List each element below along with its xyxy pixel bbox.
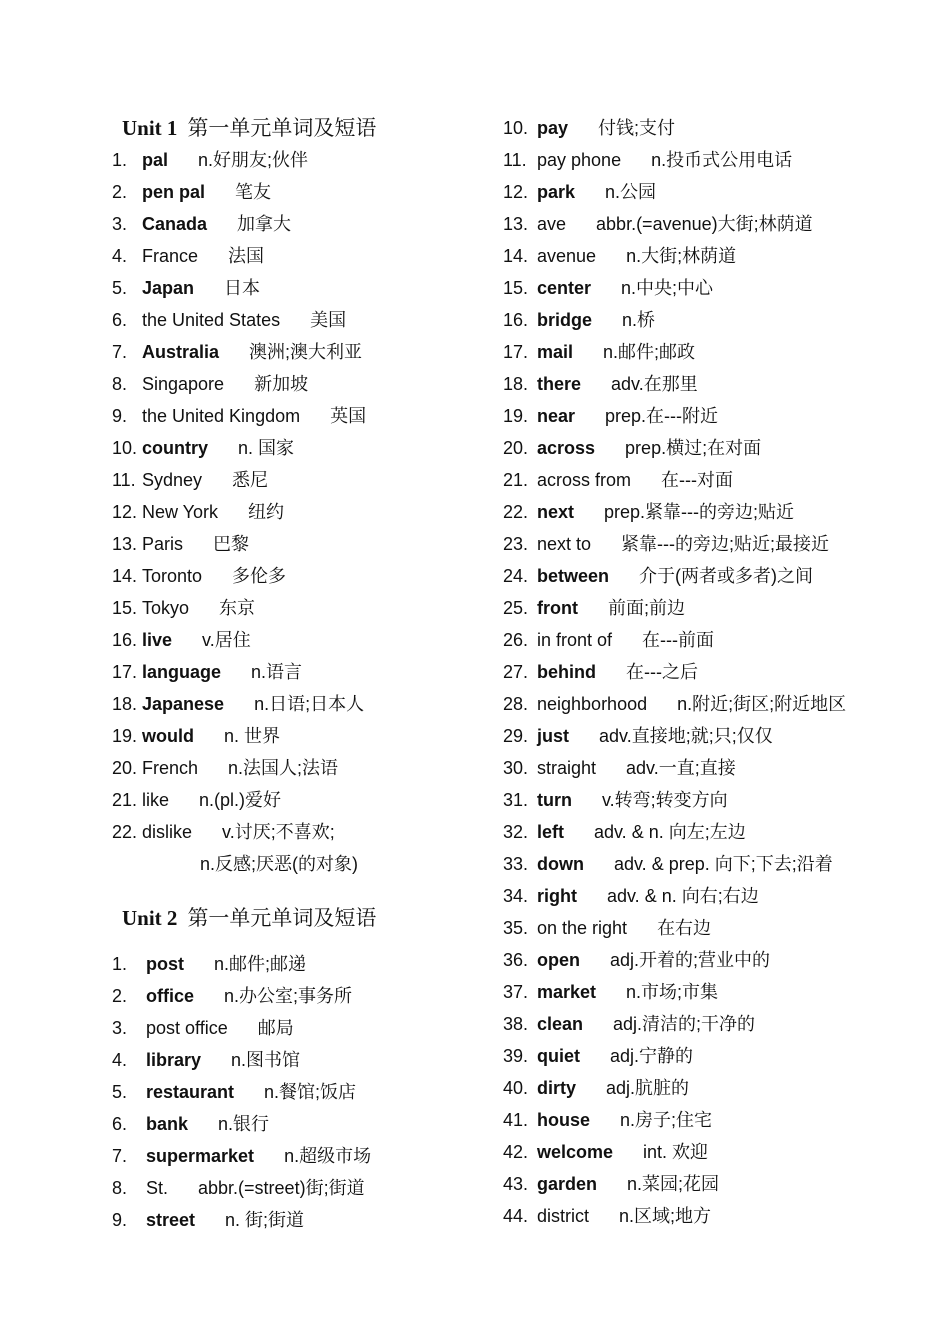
item-definition: n.大街;林荫道 <box>626 246 737 266</box>
item-definition: adj.宁静的 <box>610 1046 694 1066</box>
item-number: 39. <box>503 1046 529 1066</box>
item-word: down <box>537 854 584 874</box>
item-number: 20. <box>112 758 138 778</box>
item-word: in front of <box>537 630 613 650</box>
item-word: open <box>537 950 580 970</box>
item-definition: adj.清洁的;干净的 <box>613 1014 756 1034</box>
item-definition: 法国 <box>228 246 265 266</box>
item-word: French <box>142 758 199 778</box>
item-definition: n.中央;中心 <box>621 278 714 298</box>
vocab-item <box>112 784 492 816</box>
item-definition: n.好朋友;伙伴 <box>198 150 309 170</box>
item-word: market <box>537 982 597 1002</box>
vocab-item <box>503 752 923 784</box>
item-word: Tokyo <box>142 598 190 618</box>
vocab-item <box>503 560 923 592</box>
item-definition: abbr.(=street)街;街道 <box>198 1178 365 1198</box>
item-definition: 在---对面 <box>661 470 734 490</box>
item-definition: v.居住 <box>202 630 251 650</box>
vocab-item <box>112 432 492 464</box>
vocab-item <box>503 432 923 464</box>
vocab-item <box>503 816 923 848</box>
item-word: pay phone <box>537 150 622 170</box>
item-definition: n.区域;地方 <box>619 1206 712 1226</box>
item-definition: 介于(两者或多者)之间 <box>639 566 814 586</box>
item-definition: 加拿大 <box>237 214 292 234</box>
item-word: mail <box>537 342 574 362</box>
item-definition: prep.紧靠---的旁边;贴近 <box>604 502 795 522</box>
vocab-item <box>112 720 492 752</box>
item-number: 7. <box>112 1146 128 1166</box>
item-definition: n.图书馆 <box>231 1050 301 1070</box>
item-definition: 悉尼 <box>232 470 269 490</box>
vocab-item <box>112 592 492 624</box>
item-word: pay <box>537 118 569 138</box>
vocab-item <box>503 720 923 752</box>
item-word: pen pal <box>142 182 206 202</box>
item-word: Australia <box>142 342 220 362</box>
item-number: 4. <box>112 246 128 266</box>
item-definition: n.超级市场 <box>284 1146 372 1166</box>
item-number: 24. <box>503 566 529 586</box>
item-word: restaurant <box>146 1082 235 1102</box>
item-word: supermarket <box>146 1146 255 1166</box>
item-definition: n.菜园;花园 <box>627 1174 720 1194</box>
item-definition: n.法国人;法语 <box>228 758 339 778</box>
item-definition: adv. & n. 向左;左边 <box>594 822 746 842</box>
item-number: 12. <box>503 182 529 202</box>
item-word: near <box>537 406 576 426</box>
vocab-item <box>112 688 492 720</box>
unit1-title: 第一单元单词及短语 <box>187 116 377 140</box>
item-word: across from <box>537 470 632 490</box>
item-definition: 付钱;支付 <box>598 118 676 138</box>
vocab-item <box>112 1172 492 1204</box>
vocab-item <box>503 368 923 400</box>
item-number: 32. <box>503 822 529 842</box>
item-number: 11. <box>112 470 136 490</box>
vocab-item <box>503 1200 923 1232</box>
vocab-item <box>112 240 492 272</box>
item-word: Paris <box>142 534 184 554</box>
item-definition: n.办公室;事务所 <box>224 986 353 1006</box>
vocab-item <box>503 656 923 688</box>
item-word: avenue <box>537 246 597 266</box>
item-number: 5. <box>112 278 128 298</box>
item-number: 3. <box>112 1018 128 1038</box>
vocab-item <box>503 400 923 432</box>
item-word: Japan <box>142 278 195 298</box>
item-number: 20. <box>503 438 529 458</box>
item-definition: 邮局 <box>257 1018 294 1038</box>
item-definition: n.邮件;邮政 <box>603 342 696 362</box>
item-definition: adv. & n. 向右;右边 <box>607 886 759 906</box>
item-definition: 英国 <box>330 406 367 426</box>
vocab-item <box>112 208 492 240</box>
item-word: live <box>142 630 173 650</box>
vocab-item <box>503 144 923 176</box>
item-word: ave <box>537 214 567 234</box>
item-word: like <box>142 790 170 810</box>
item-number: 17. <box>503 342 529 362</box>
item-definition: v.讨厌;不喜欢; <box>222 822 335 842</box>
item-definition: 美国 <box>310 310 347 330</box>
item-word: Toronto <box>142 566 203 586</box>
item-word: house <box>537 1110 591 1130</box>
item-number: 34. <box>503 886 529 906</box>
vocab-item <box>503 112 923 144</box>
item-number: 43. <box>503 1174 529 1194</box>
unit1-label: Unit 1 <box>122 116 178 140</box>
unit2-heading <box>122 902 492 934</box>
item-word: dislike <box>142 822 193 842</box>
item-word: straight <box>537 758 597 778</box>
vocab-item <box>112 624 492 656</box>
item-definition: n.桥 <box>622 310 656 330</box>
vocab-item <box>112 368 492 400</box>
vocab-item <box>503 304 923 336</box>
vocab-item <box>503 784 923 816</box>
vocab-item <box>503 1104 923 1136</box>
vocab-item <box>112 1012 492 1044</box>
item-number: 25. <box>503 598 529 618</box>
item-definition: n.市场;市集 <box>626 982 719 1002</box>
unit2-word-list-left <box>112 948 492 1236</box>
unit1-word-list <box>112 144 492 848</box>
item-word: country <box>142 438 209 458</box>
item-word: park <box>537 182 576 202</box>
item-word: office <box>146 986 195 1006</box>
heading-gap <box>112 934 492 948</box>
item-number: 16. <box>503 310 529 330</box>
vocab-item <box>112 816 492 848</box>
item-number: 21. <box>112 790 138 810</box>
item-definition: n.投币式公用电话 <box>651 150 793 170</box>
item-definition: n.附近;街区;附近地区 <box>677 694 847 714</box>
item-word: welcome <box>537 1142 614 1162</box>
item-word: dirty <box>537 1078 577 1098</box>
unit1-continuation: n.反感;厌恶(的对象) <box>200 854 359 874</box>
item-definition: 巴黎 <box>213 534 250 554</box>
vocab-item <box>112 400 492 432</box>
item-number: 14. <box>112 566 138 586</box>
item-number: 1. <box>112 150 128 170</box>
item-number: 21. <box>503 470 529 490</box>
item-number: 1. <box>112 954 128 974</box>
item-number: 42. <box>503 1142 529 1162</box>
vocab-item <box>503 912 923 944</box>
item-word: just <box>537 726 570 746</box>
item-definition: int. 欢迎 <box>643 1142 709 1162</box>
vocab-item <box>112 464 492 496</box>
vocab-item <box>503 1136 923 1168</box>
item-word: post <box>146 954 184 974</box>
item-number: 19. <box>503 406 529 426</box>
vocab-item <box>503 848 923 880</box>
item-definition: v.转弯;转变方向 <box>602 790 728 810</box>
item-number: 3. <box>112 214 128 234</box>
vocab-item <box>112 980 492 1012</box>
item-number: 5. <box>112 1082 128 1102</box>
item-number: 14. <box>503 246 529 266</box>
item-number: 2. <box>112 986 128 1006</box>
vocab-item <box>112 304 492 336</box>
item-definition: n.餐馆;饭店 <box>264 1082 357 1102</box>
item-number: 29. <box>503 726 529 746</box>
vocab-item <box>503 336 923 368</box>
item-number: 27. <box>503 662 529 682</box>
vocab-item <box>503 1008 923 1040</box>
item-number: 13. <box>503 214 529 234</box>
item-number: 40. <box>503 1078 529 1098</box>
item-number: 2. <box>112 182 128 202</box>
item-number: 30. <box>503 758 529 778</box>
item-word: New York <box>142 502 219 522</box>
vocab-item <box>112 496 492 528</box>
item-word: the United States <box>142 310 281 330</box>
item-number: 4. <box>112 1050 128 1070</box>
unit2-title: 第一单元单词及短语 <box>187 906 377 930</box>
vocab-item <box>503 688 923 720</box>
item-number: 8. <box>112 1178 128 1198</box>
item-number: 35. <box>503 918 529 938</box>
item-number: 15. <box>503 278 529 298</box>
item-word: center <box>537 278 592 298</box>
item-number: 11. <box>503 150 527 170</box>
item-number: 19. <box>112 726 138 746</box>
item-word: Canada <box>142 214 208 234</box>
item-word: post office <box>146 1018 228 1038</box>
vocab-item <box>503 240 923 272</box>
item-definition: 笔友 <box>235 182 272 202</box>
item-word: garden <box>537 1174 598 1194</box>
vocab-item <box>503 1040 923 1072</box>
item-definition: adv. & prep. 向下;下去;沿着 <box>614 854 833 874</box>
item-definition: adv.直接地;就;只;仅仅 <box>599 726 773 746</box>
item-definition: n. 街;街道 <box>225 1210 305 1230</box>
item-number: 8. <box>112 374 128 394</box>
vocab-item <box>503 272 923 304</box>
item-definition: 在---前面 <box>642 630 715 650</box>
item-number: 33. <box>503 854 529 874</box>
item-definition: n.公园 <box>605 182 657 202</box>
item-word: St. <box>146 1178 169 1198</box>
vocab-item <box>503 1168 923 1200</box>
item-word: bridge <box>537 310 593 330</box>
item-definition: 在右边 <box>657 918 712 938</box>
item-number: 31. <box>503 790 529 810</box>
vocab-item <box>503 176 923 208</box>
item-number: 44. <box>503 1206 529 1226</box>
item-number: 13. <box>112 534 138 554</box>
item-definition: adv.在那里 <box>611 374 698 394</box>
item-word: next <box>537 502 575 522</box>
vocab-item <box>112 1204 492 1236</box>
item-word: Singapore <box>142 374 225 394</box>
item-number: 26. <box>503 630 529 650</box>
item-definition: n. 世界 <box>224 726 281 746</box>
item-number: 7. <box>112 342 128 362</box>
item-number: 38. <box>503 1014 529 1034</box>
vocab-item <box>112 948 492 980</box>
item-word: would <box>142 726 194 746</box>
item-number: 15. <box>112 598 138 618</box>
vocab-item <box>503 976 923 1008</box>
vocab-item <box>503 880 923 912</box>
item-definition: 澳洲;澳大利亚 <box>249 342 363 362</box>
unit2-word-list-right <box>503 112 923 1232</box>
item-number: 23. <box>503 534 529 554</box>
item-definition: 日本 <box>224 278 261 298</box>
vocab-item <box>112 1140 492 1172</box>
vocab-item <box>112 1108 492 1140</box>
item-number: 9. <box>112 1210 128 1230</box>
item-definition: 紧靠---的旁边;贴近;最接近 <box>621 534 830 554</box>
vocab-item <box>112 272 492 304</box>
item-word: language <box>142 662 222 682</box>
item-definition: 新加坡 <box>254 374 309 394</box>
item-word: Japanese <box>142 694 225 714</box>
item-number: 28. <box>503 694 529 714</box>
vocab-item <box>112 752 492 784</box>
item-number: 16. <box>112 630 138 650</box>
item-word: district <box>537 1206 590 1226</box>
vocab-item <box>503 528 923 560</box>
item-number: 17. <box>112 662 138 682</box>
item-word: across <box>537 438 596 458</box>
left-column <box>112 112 492 1236</box>
item-number: 41. <box>503 1110 529 1130</box>
item-word: pal <box>142 150 169 170</box>
item-word: Sydney <box>142 470 203 490</box>
item-definition: adj.肮脏的 <box>606 1078 690 1098</box>
item-definition: 在---之后 <box>626 662 698 682</box>
item-definition: adv.一直;直接 <box>626 758 736 778</box>
item-definition: n.房子;住宅 <box>620 1110 713 1130</box>
item-word: on the right <box>537 918 628 938</box>
item-word: neighborhood <box>537 694 648 714</box>
vocab-item <box>112 176 492 208</box>
vocab-item <box>112 528 492 560</box>
item-number: 18. <box>503 374 529 394</box>
item-word: France <box>142 246 199 266</box>
item-definition: n.日语;日本人 <box>254 694 365 714</box>
item-definition: n.邮件;邮递 <box>214 954 307 974</box>
item-definition: abbr.(=avenue)大街;林荫道 <box>596 214 813 234</box>
vocab-item <box>112 1044 492 1076</box>
item-definition: n.语言 <box>251 662 303 682</box>
item-definition: 多伦多 <box>232 566 287 586</box>
item-definition: 纽约 <box>248 502 285 522</box>
item-definition: adj.开着的;营业中的 <box>610 950 771 970</box>
item-word: quiet <box>537 1046 580 1066</box>
unit2-label: Unit 2 <box>122 906 178 930</box>
item-number: 36. <box>503 950 529 970</box>
vocab-item <box>112 1076 492 1108</box>
item-number: 6. <box>112 310 128 330</box>
item-word: bank <box>146 1114 189 1134</box>
item-definition: 前面;前边 <box>607 598 685 618</box>
right-column <box>503 112 923 1232</box>
item-word: left <box>537 822 564 842</box>
vocab-item <box>503 208 923 240</box>
item-number: 37. <box>503 982 529 1002</box>
vocab-item <box>503 592 923 624</box>
item-word: front <box>537 598 578 618</box>
item-word: right <box>537 886 577 906</box>
item-word: the United Kingdom <box>142 406 301 426</box>
vocab-item <box>112 336 492 368</box>
item-number: 18. <box>112 694 138 714</box>
item-number: 10. <box>503 118 529 138</box>
item-definition: 东京 <box>219 598 256 618</box>
item-word: between <box>537 566 610 586</box>
item-definition: n.银行 <box>218 1114 270 1134</box>
vocab-item <box>503 464 923 496</box>
section-gap <box>112 880 492 902</box>
item-word: library <box>146 1050 202 1070</box>
item-definition: prep.在---附近 <box>605 406 719 426</box>
item-word: turn <box>537 790 572 810</box>
item-number: 22. <box>112 822 138 842</box>
item-definition: n. 国家 <box>238 438 295 458</box>
item-number: 9. <box>112 406 128 426</box>
item-definition: prep.横过;在对面 <box>625 438 762 458</box>
vocab-item <box>503 624 923 656</box>
item-word: next to <box>537 534 592 554</box>
vocab-item <box>503 1072 923 1104</box>
vocab-item <box>503 496 923 528</box>
item-number: 22. <box>503 502 529 522</box>
item-word: street <box>146 1210 196 1230</box>
item-definition: n.(pl.)爱好 <box>199 790 282 810</box>
item-word: behind <box>537 662 596 682</box>
vocab-item <box>112 144 492 176</box>
item-number: 10. <box>112 438 138 458</box>
vocab-item <box>503 944 923 976</box>
item-number: 12. <box>112 502 138 522</box>
vocab-item <box>112 560 492 592</box>
item-word: there <box>537 374 582 394</box>
vocab-item <box>112 656 492 688</box>
item-number: 6. <box>112 1114 128 1134</box>
item-word: clean <box>537 1014 584 1034</box>
unit1-heading <box>122 112 492 144</box>
